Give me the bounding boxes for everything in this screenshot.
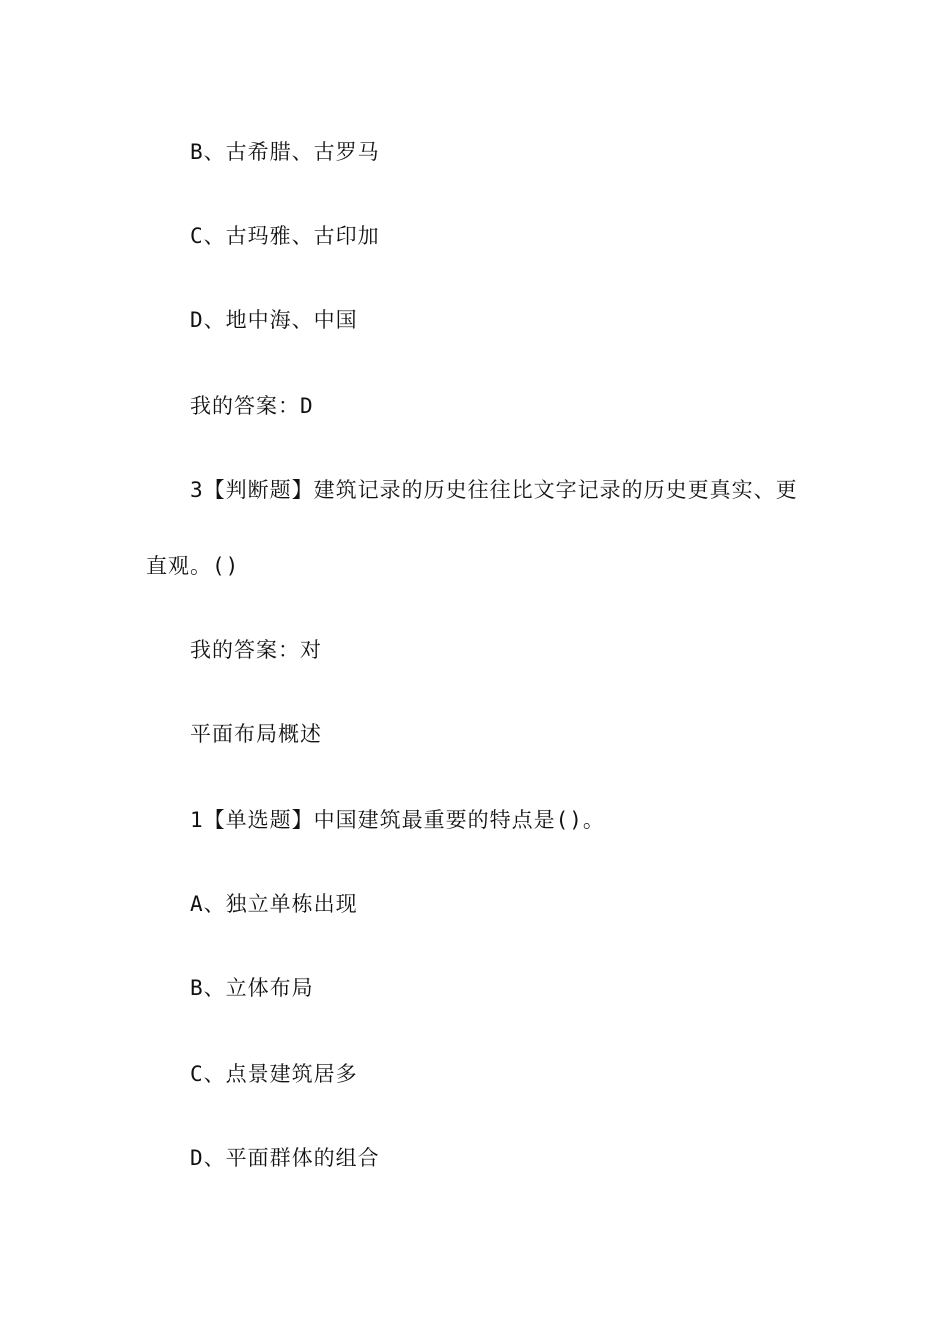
question-3-text: 3【判断题】建筑记录的历史往往比文字记录的历史更真实、更 [190, 478, 798, 502]
option-d: D、平面群体的组合 [190, 1146, 380, 1170]
question-1-text: 1【单选题】中国建筑最重要的特点是()。 [190, 808, 605, 832]
question-3-text-continued: 直观。() [146, 554, 240, 578]
my-answer-prev-question: 我的答案：D [190, 394, 314, 418]
option-c: C、点景建筑居多 [190, 1062, 358, 1086]
option-a: A、独立单栋出现 [190, 892, 358, 916]
section-heading: 平面布局概述 [190, 722, 322, 746]
my-answer-question-3: 我的答案：对 [190, 638, 322, 662]
option-b: B、立体布局 [190, 976, 314, 1000]
option-c-prev-question: C、古玛雅、古印加 [190, 224, 380, 248]
option-d-prev-question: D、地中海、中国 [190, 308, 358, 332]
option-b-prev-question: B、古希腊、古罗马 [190, 140, 380, 164]
